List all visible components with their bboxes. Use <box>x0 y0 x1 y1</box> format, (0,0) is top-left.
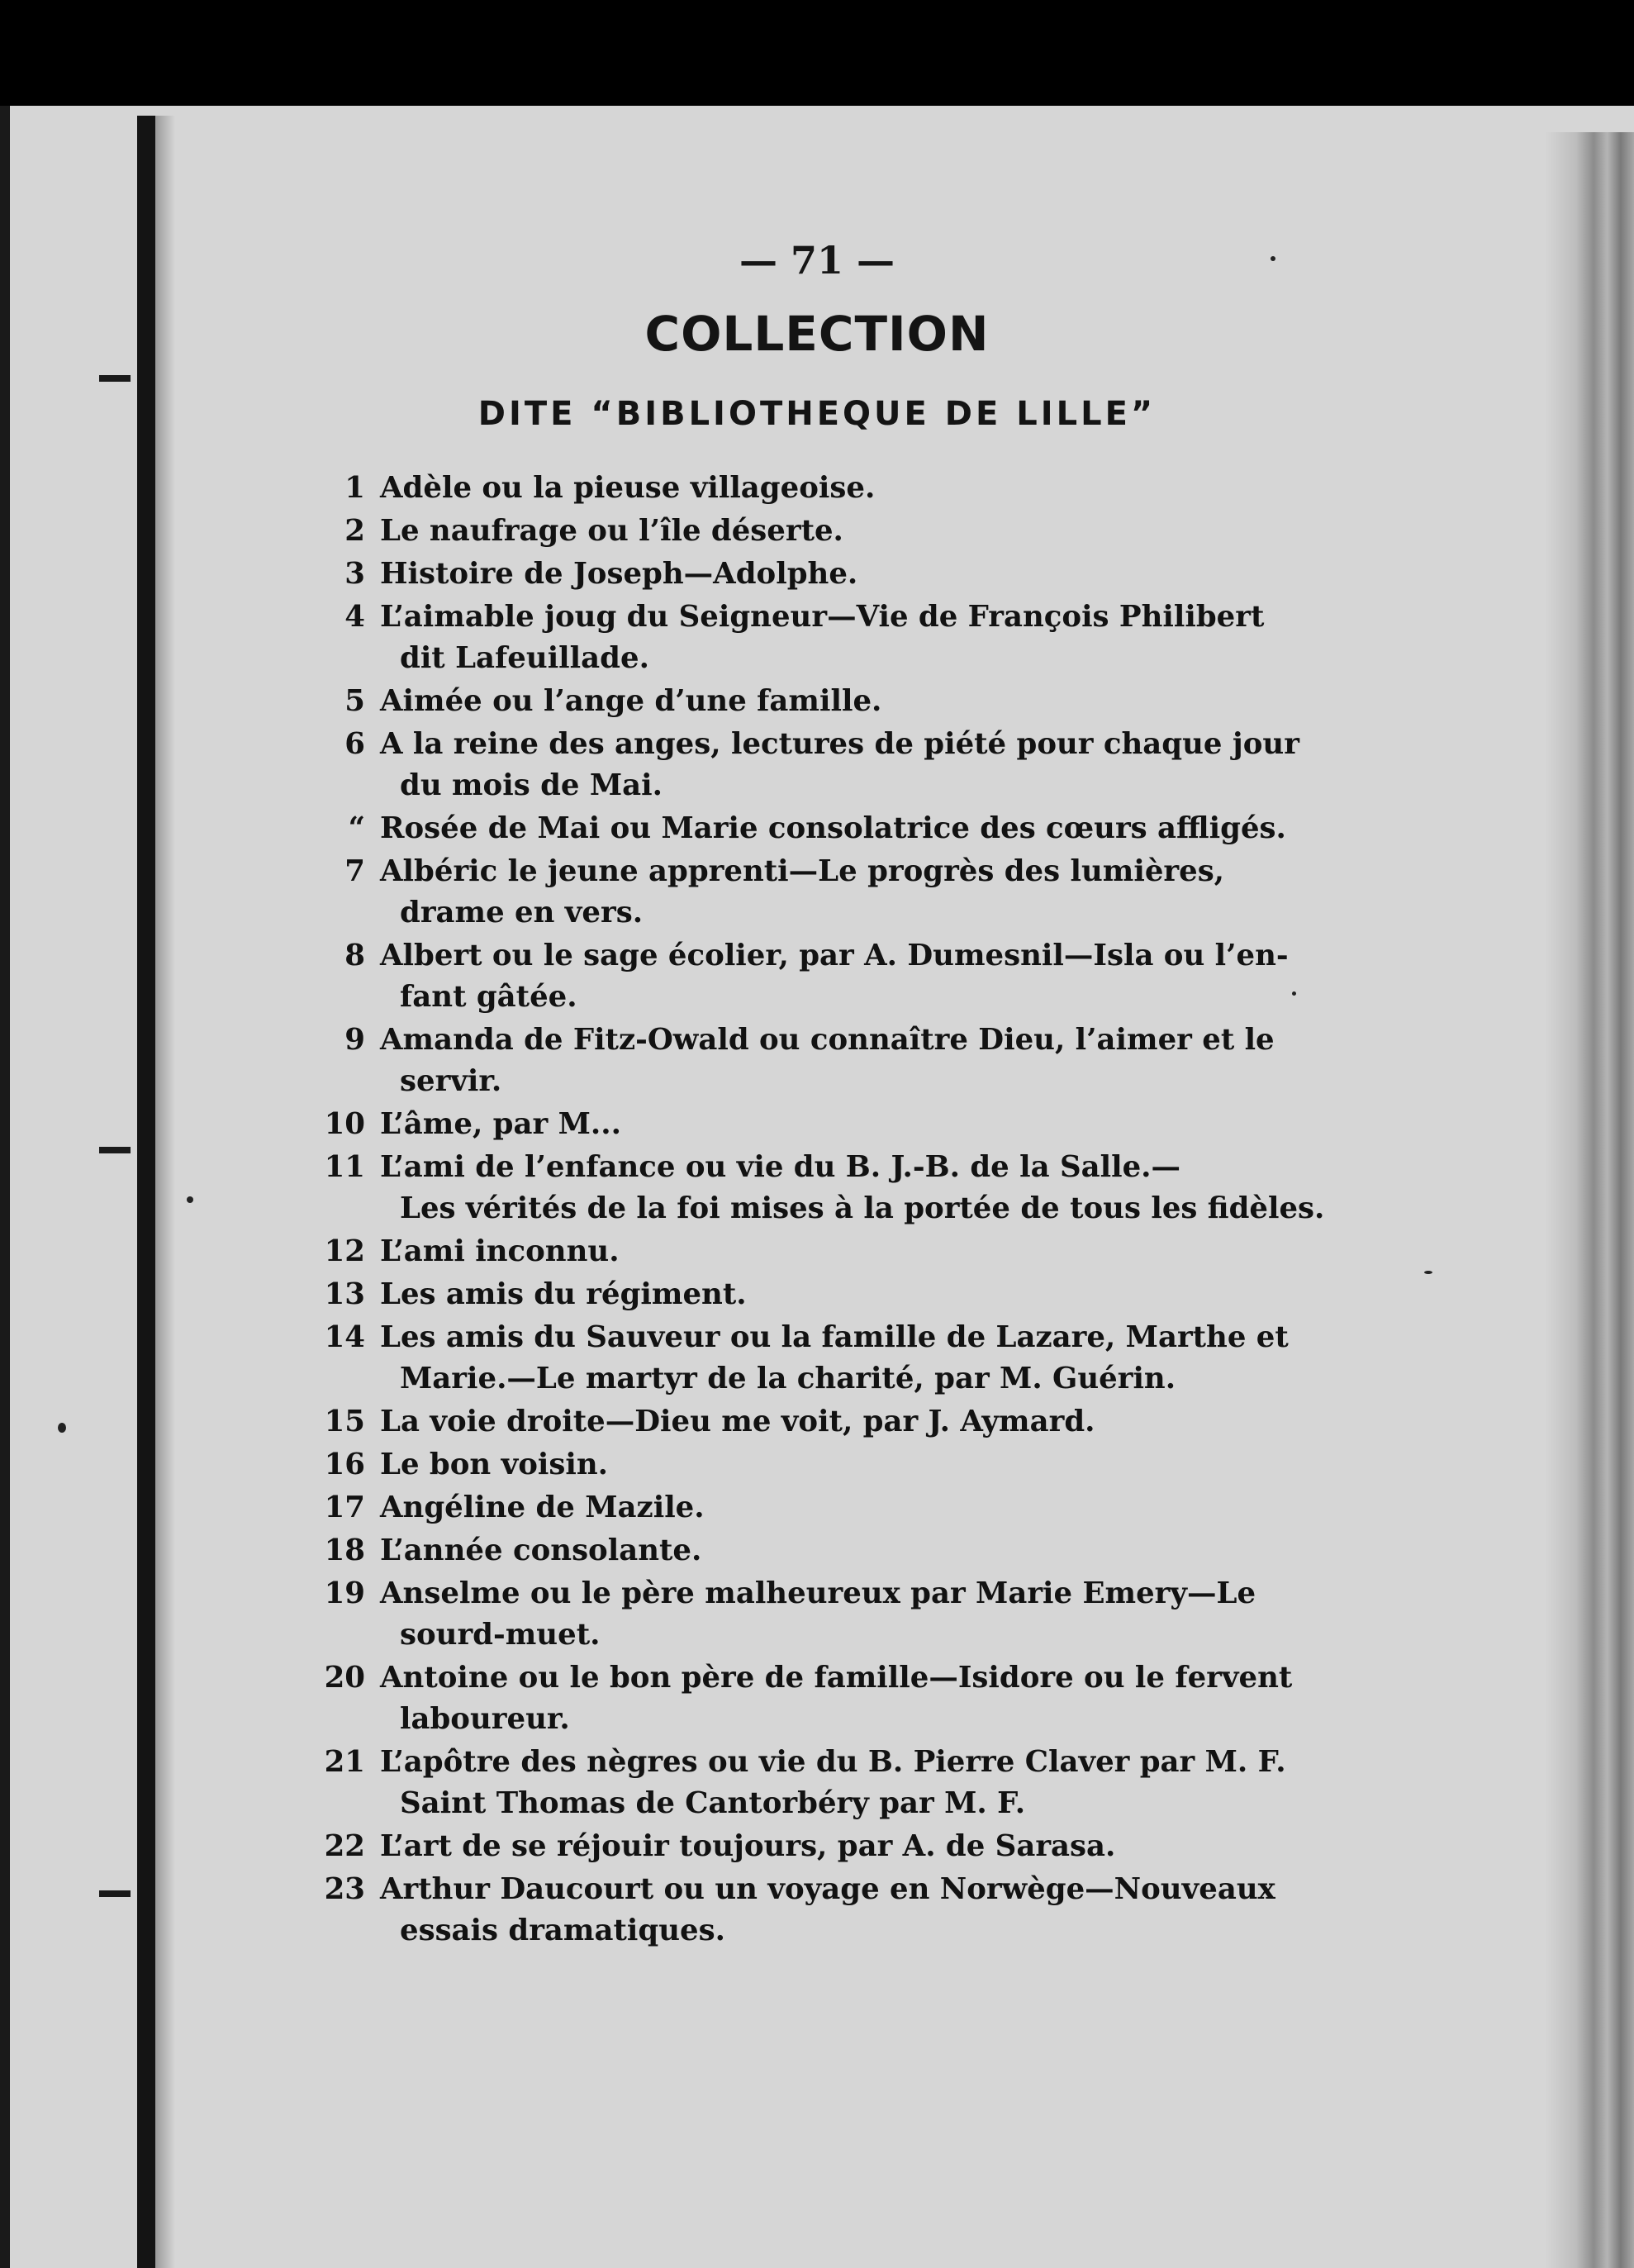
entry-continuation: laboureur. <box>400 1702 570 1736</box>
catalog-entry <box>314 851 1305 934</box>
entry-number: 19 <box>324 1576 365 1610</box>
binding-line <box>137 116 155 2268</box>
entry-title: Rosée de Mai ou Marie consolatrice des cœurs affligés. <box>380 811 1286 845</box>
catalog-entry <box>314 554 1305 595</box>
entry-title: Anselme ou le père malheureux par Marie Emery—Le <box>380 1576 1256 1610</box>
entry-number: “ <box>348 811 365 845</box>
speck <box>58 1423 66 1433</box>
entry-number: 9 <box>344 1023 365 1057</box>
entry-number: 14 <box>324 1320 365 1354</box>
entry-title: L’ami inconnu. <box>380 1234 620 1268</box>
catalog-entry <box>314 1401 1305 1443</box>
entry-title: Les amis du Sauveur ou la famille de Lazare, Marthe et <box>380 1320 1289 1354</box>
entry-title: Antoine ou le bon père de famille—Isidore ou le fervent <box>380 1661 1293 1695</box>
entry-title: L’aimable joug du Seigneur—Vie de François Philibert <box>380 600 1265 634</box>
speck <box>187 1196 193 1203</box>
entry-number: 17 <box>324 1491 365 1524</box>
entry-number: 10 <box>324 1107 365 1141</box>
entry-continuation: fant gâtée. <box>400 980 577 1014</box>
catalog-entry <box>314 1104 1305 1145</box>
catalog-entry <box>314 1869 1305 1952</box>
page-right-edge <box>1545 132 1634 2268</box>
entry-number: 2 <box>344 514 365 548</box>
catalog-entry <box>314 1742 1305 1824</box>
entry-number: 13 <box>324 1277 365 1311</box>
catalog-entry <box>314 1657 1305 1740</box>
entry-continuation: drame en vers. <box>400 896 644 930</box>
catalog-entry <box>314 511 1305 552</box>
binding-mark <box>99 1890 131 1897</box>
entry-continuation: du mois de Mai. <box>400 768 663 802</box>
entry-continuation: dit Lafeuillade. <box>400 641 649 675</box>
page-subtitle: DITE “BIBLIOTHEQUE DE LILLE” <box>477 395 1157 433</box>
entry-number: 11 <box>324 1150 365 1184</box>
binding-shadow <box>155 116 175 2268</box>
entry-number: 6 <box>344 727 365 761</box>
entry-number: 20 <box>324 1661 365 1695</box>
catalog-entry <box>314 1487 1305 1529</box>
binding-mark <box>99 1147 131 1153</box>
binding-mark <box>99 375 131 382</box>
entry-number: 22 <box>324 1829 365 1863</box>
catalog-entry <box>314 1231 1305 1272</box>
catalog-entry <box>314 1020 1305 1102</box>
entry-title: L’apôtre des nègres ou vie du B. Pierre Claver par M. F. <box>380 1745 1286 1779</box>
catalog-entry <box>314 935 1305 1018</box>
entry-number: 12 <box>324 1234 365 1268</box>
page-number: — 71 — <box>739 238 895 283</box>
entry-number: 4 <box>344 600 365 634</box>
entry-number: 16 <box>324 1448 365 1481</box>
entry-title: L’art de se réjouir toujours, par A. de Sarasa. <box>380 1829 1116 1863</box>
speck <box>1424 1271 1432 1274</box>
entry-number: 1 <box>344 471 365 505</box>
entry-title: Albert ou le sage écolier, par A. Dumesnil—Isla ou l’en- <box>380 939 1289 972</box>
entry-title: L’ami de l’enfance ou vie du B. J.-B. de la Salle.— <box>380 1150 1181 1184</box>
entry-continuation: servir. <box>400 1064 502 1098</box>
catalog-list <box>314 468 1325 1953</box>
entry-title: Albéric le jeune apprenti—Le progrès des lumières, <box>380 854 1225 888</box>
catalog-entry <box>314 1317 1305 1400</box>
entry-title: L’âme, par M... <box>380 1107 621 1141</box>
catalog-entry <box>314 1573 1305 1656</box>
catalog-entry <box>314 1147 1325 1229</box>
entry-continuation: essais dramatiques. <box>400 1914 725 1947</box>
catalog-entry <box>314 1826 1305 1867</box>
entry-number: 23 <box>324 1872 365 1906</box>
entry-number: 18 <box>324 1533 365 1567</box>
catalog-entry <box>314 468 1305 509</box>
entry-title: A la reine des anges, lectures de piété pour chaque jour <box>380 727 1299 761</box>
entry-title: Arthur Daucourt ou un voyage en Norwège—Nouveaux <box>380 1872 1275 1906</box>
entry-title: L’année consolante. <box>380 1533 702 1567</box>
entry-title: Le bon voisin. <box>380 1448 609 1481</box>
entry-title: Amanda de Fitz-Owald ou connaître Dieu, l’aimer et le <box>380 1023 1275 1057</box>
entry-title: Aimée ou l’ange d’une famille. <box>380 684 882 718</box>
catalog-entry <box>314 1530 1305 1571</box>
catalog-entry <box>314 724 1305 806</box>
catalog-entry <box>314 808 1305 849</box>
entry-continuation: Marie.—Le martyr de la charité, par M. Guérin. <box>400 1362 1176 1396</box>
entry-number: 21 <box>324 1745 365 1779</box>
page-title: COLLECTION <box>644 306 990 362</box>
entry-continuation: Les vérités de la foi mises à la portée de tous les fidèles. <box>400 1191 1325 1225</box>
entry-title: La voie droite—Dieu me voit, par J. Aymard. <box>380 1405 1095 1438</box>
entry-continuation: sourd-muet. <box>400 1618 601 1652</box>
entry-title: Les amis du régiment. <box>380 1277 747 1311</box>
entry-title: Angéline de Mazile. <box>380 1491 705 1524</box>
catalog-entry <box>314 597 1305 679</box>
entry-title: Le naufrage ou l’île déserte. <box>380 514 843 548</box>
entry-number: 8 <box>344 939 365 972</box>
entry-number: 5 <box>344 684 365 718</box>
entry-continuation: Saint Thomas de Cantorbéry par M. F. <box>400 1786 1026 1820</box>
catalog-entry <box>314 681 1305 722</box>
entry-number: 3 <box>344 557 365 591</box>
catalog-entry <box>314 1444 1305 1486</box>
catalog-entry <box>314 1274 1305 1315</box>
entry-title: Histoire de Joseph—Adolphe. <box>380 557 858 591</box>
entry-number: 7 <box>344 854 365 888</box>
entry-title: Adèle ou la pieuse villageoise. <box>380 471 876 505</box>
entry-number: 15 <box>324 1405 365 1438</box>
